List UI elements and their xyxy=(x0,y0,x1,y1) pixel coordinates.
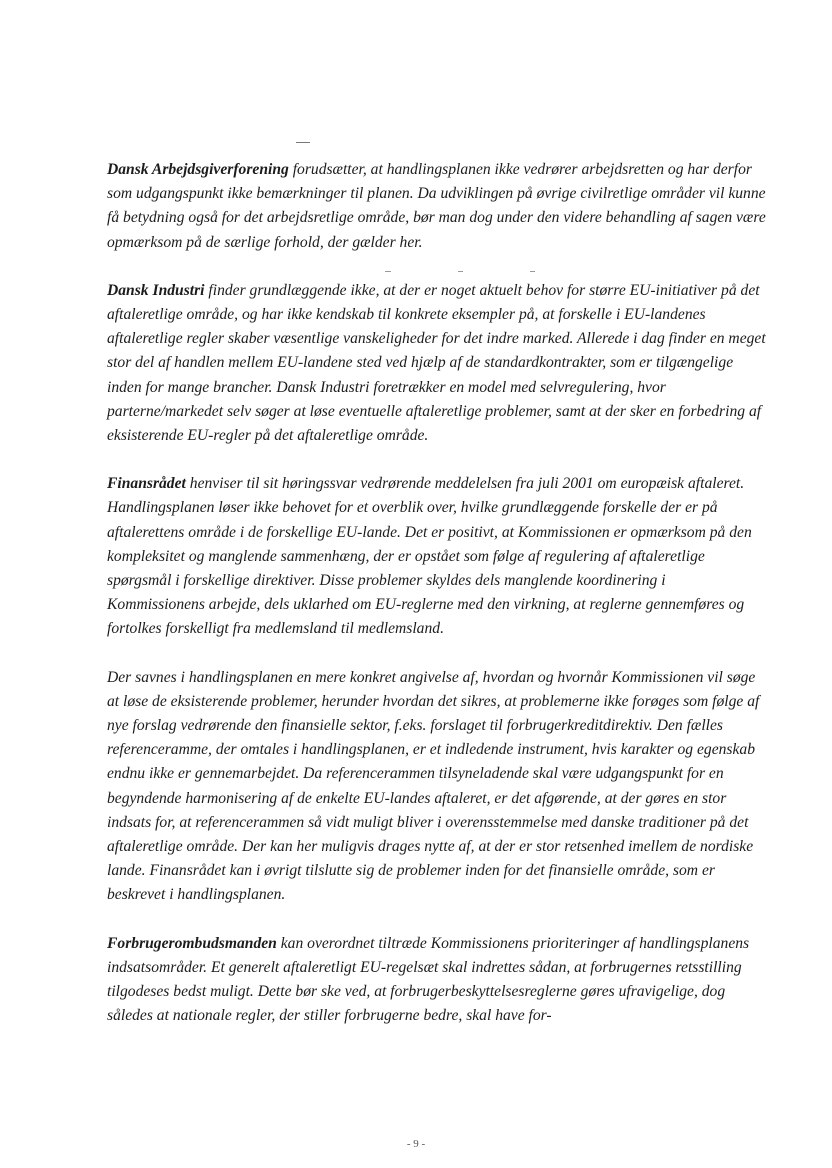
organization-name: Dansk Arbejdsgiverforening xyxy=(107,161,289,178)
organization-name: Finansrådet xyxy=(107,475,186,493)
paragraph-finansraadet-continued xyxy=(107,666,767,908)
paragraph-dansk-industri xyxy=(107,279,767,448)
page-number: - 9 - xyxy=(406,1138,426,1150)
scan-artifact-dash xyxy=(296,142,310,143)
organization-name: Dansk Industri xyxy=(107,281,205,299)
document-body xyxy=(107,158,767,1053)
paragraph-text: kan overordnet tiltræde Kommissionens prioriteringer af handlingsplanens indsatsområder. Et generelt aftaleretligt EU-regelsæt skal indrettes sådan, at forbrugernes retsstilling tilgodeses bedst muligt. Dette bør ske ved, at forbrugerbeskyttelsesreglerne gøres ufravigelige, dog således at nationale regler, der stiller forbrugerne bedre, skal have for- xyxy=(107,934,750,1025)
paragraph-dansk-arbejdsgiverforening xyxy=(107,158,767,255)
paragraph-text: henviser til sit høringssvar vedrørende meddelelsen fra juli 2001 om europæisk aftaleret. Handlingsplanen løser ikke behovet for et overblik over, hvilke grundlæggende forskelle der er på aftalerettens område i de forskellige EU-lande. Det er positivt, at Kommissionen er opmærksom på den kompleksitet og manglende sammenhæng, der er opstået som følge af regulering af aftaleretlige spørgsmål i forskellige direktiver. Disse problemer skyldes dels manglende koordinering i Kommissionens arbejde, dels uklarhed om EU-reglerne med den virkning, at reglerne gennemføres og fortolkes forskelligt fra medlemsland til medlemsland. xyxy=(107,475,752,638)
paragraph-text: forudsætter, at handlingsplanen ikke vedrører arbejdsretten og har derfor som udgangspunkt ikke bemærkninger til planen. Da udviklingen på øvrige civilretlige områder vil kunne få betydning også for det arbejdsretlige område, bør man dog under den videre behandling af sagen være opmærksom på de særlige forhold, der gælder her. xyxy=(107,161,766,251)
paragraph-text: finder grundlæggende ikke, at der er noget aktuelt behov for større EU-initiativer på det aftaleretlige område, og har ikke kendskab til konkrete eksempler på, at forskelle i EU-landenes aftaleretlige regler skaber væsentlige vanskeligheder for det indre marked. Allerede i dag finder en meget stor del af handlen mellem EU-landene sted ved hjælp af de standardkontrakter, som er tilgængelige inden for mange brancher. Dansk Industri foretrækker en model med selvregulering, hvor parterne/markedet selv søger at løse eventuelle aftaleretlige problemer, samt at der sker en forbedring af eksisterende EU-regler på det aftaleretlige område. xyxy=(107,281,766,445)
paragraph-finansraadet xyxy=(107,472,767,641)
paragraph-forbrugerombudsmanden xyxy=(107,932,767,1029)
paragraph-text: Der savnes i handlingsplanen en mere konkret angivelse af, hvordan og hvornår Kommissionen vil søge at løse de eksisterende problemer, herunder hvordan det sikres, at problemerne ikke forøges som følge af nye forslag vedrørende den finansielle sektor, f.eks. forslaget til forbrugerkreditdirektiv. Den fælles referenceramme, der omtales i handlingsplanen, er et indledende instrument, hvis karakter og egenskab endnu ikke er gennemarbejdet. Da referencerammen tilsyneladende skal være udgangspunkt for en begyndende harmonisering af de enkelte EU-landes aftaleret, er det afgørende, at der gøres en stor indsats for, at referencerammen så vidt muligt bliver i overensstemmelse med danske traditioner på det aftaleretlige område. Der kan her muligvis drages nytte af, at der er stor retsenhed imellem de nordiske lande. Finansrådet kan i øvrigt tilslutte sig de problemer inden for det finansielle område, som er beskrevet i handlingsplanen. xyxy=(107,668,760,904)
organization-name: Forbrugerombudsmanden xyxy=(107,934,277,952)
